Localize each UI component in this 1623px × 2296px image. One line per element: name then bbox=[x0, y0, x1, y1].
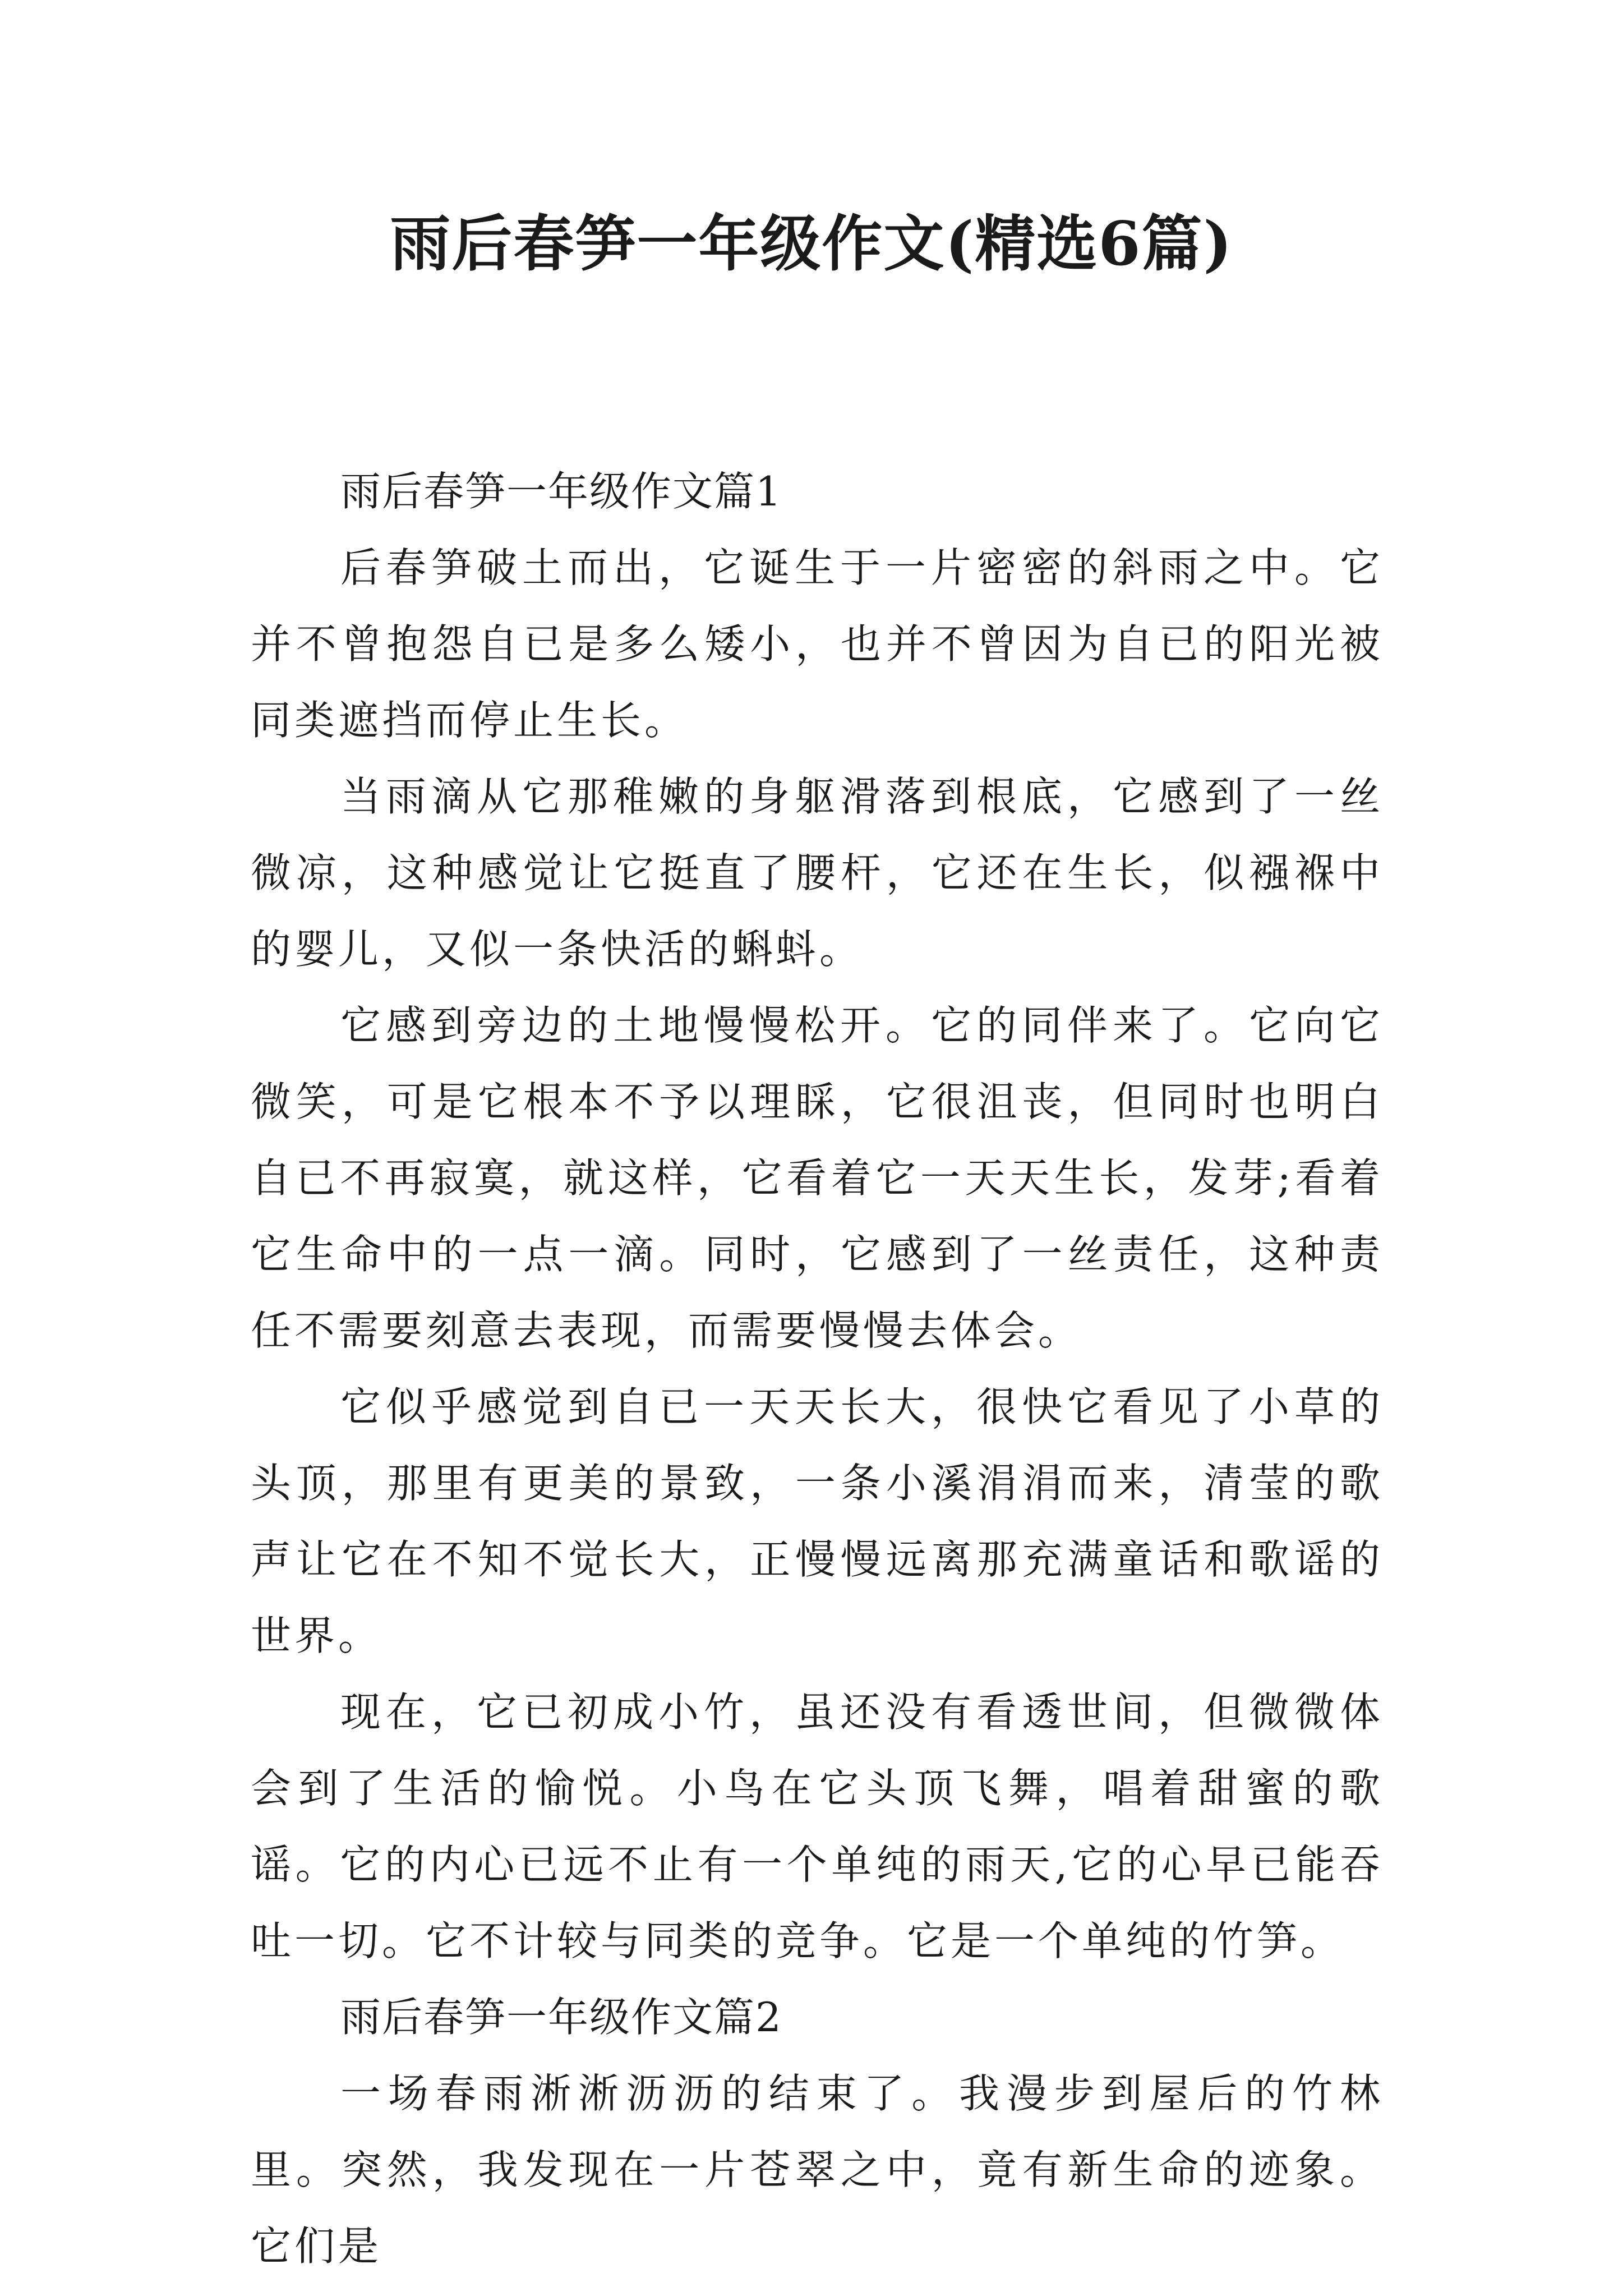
paragraph: 它感到旁边的土地慢慢松开。它的同伴来了。它向它微笑，可是它根本不予以理睬，它很沮丧，但同时也明白自已不再寂寞，就这样，它看着它一天天生长，发芽;看着它生命中的一点一滴。同时，它感到了一丝责任，这种责任不需要刻意去表现，而需要慢慢去体会。 bbox=[251, 1002, 1384, 1354]
paragraph: 它似乎感觉到自已一天天长大，很快它看见了小草的头顶，那里有更美的景致，一条小溪涓涓而来，清莹的歌声让它在不知不觉长大，正慢慢远离那充满童话和歌谣的世界。 bbox=[251, 1383, 1384, 1659]
document-body bbox=[251, 453, 1384, 2284]
paragraph: 当雨滴从它那稚嫩的身躯滑落到根底，它感到了一丝微凉，这种感觉让它挺直了腰杆，它还在生长，似襁褓中的婴儿，又似一条快活的蝌蚪。 bbox=[251, 773, 1384, 973]
paragraph: 现在，它已初成小竹，虽还没有看透世间，但微微体会到了生活的愉悦。小鸟在它头顶飞舞，唱着甜蜜的歌谣。它的内心已远不止有一个单纯的雨天,它的心早已能吞吐一切。它不计较与同类的竞争。它是一个单纯的竹笋。 bbox=[251, 1688, 1384, 1964]
paragraph: 一场春雨淅淅沥沥的结束了。我漫步到屋后的竹林里。突然，我发现在一片苍翠之中，竟有新生命的迹象。它们是 bbox=[251, 2070, 1384, 2270]
section-heading-2: 雨后春笋一年级作文篇2 bbox=[340, 1994, 782, 2041]
section-heading-1: 雨后春笋一年级作文篇1 bbox=[340, 468, 782, 515]
document-title: 雨后春笋一年级作文(精选6篇) bbox=[390, 209, 1233, 279]
paragraph: 后春笋破土而出，它诞生于一片密密的斜雨之中。它并不曾抱怨自已是多么矮小，也并不曾因为自已的阳光被同类遮挡而停止生长。 bbox=[251, 544, 1384, 744]
